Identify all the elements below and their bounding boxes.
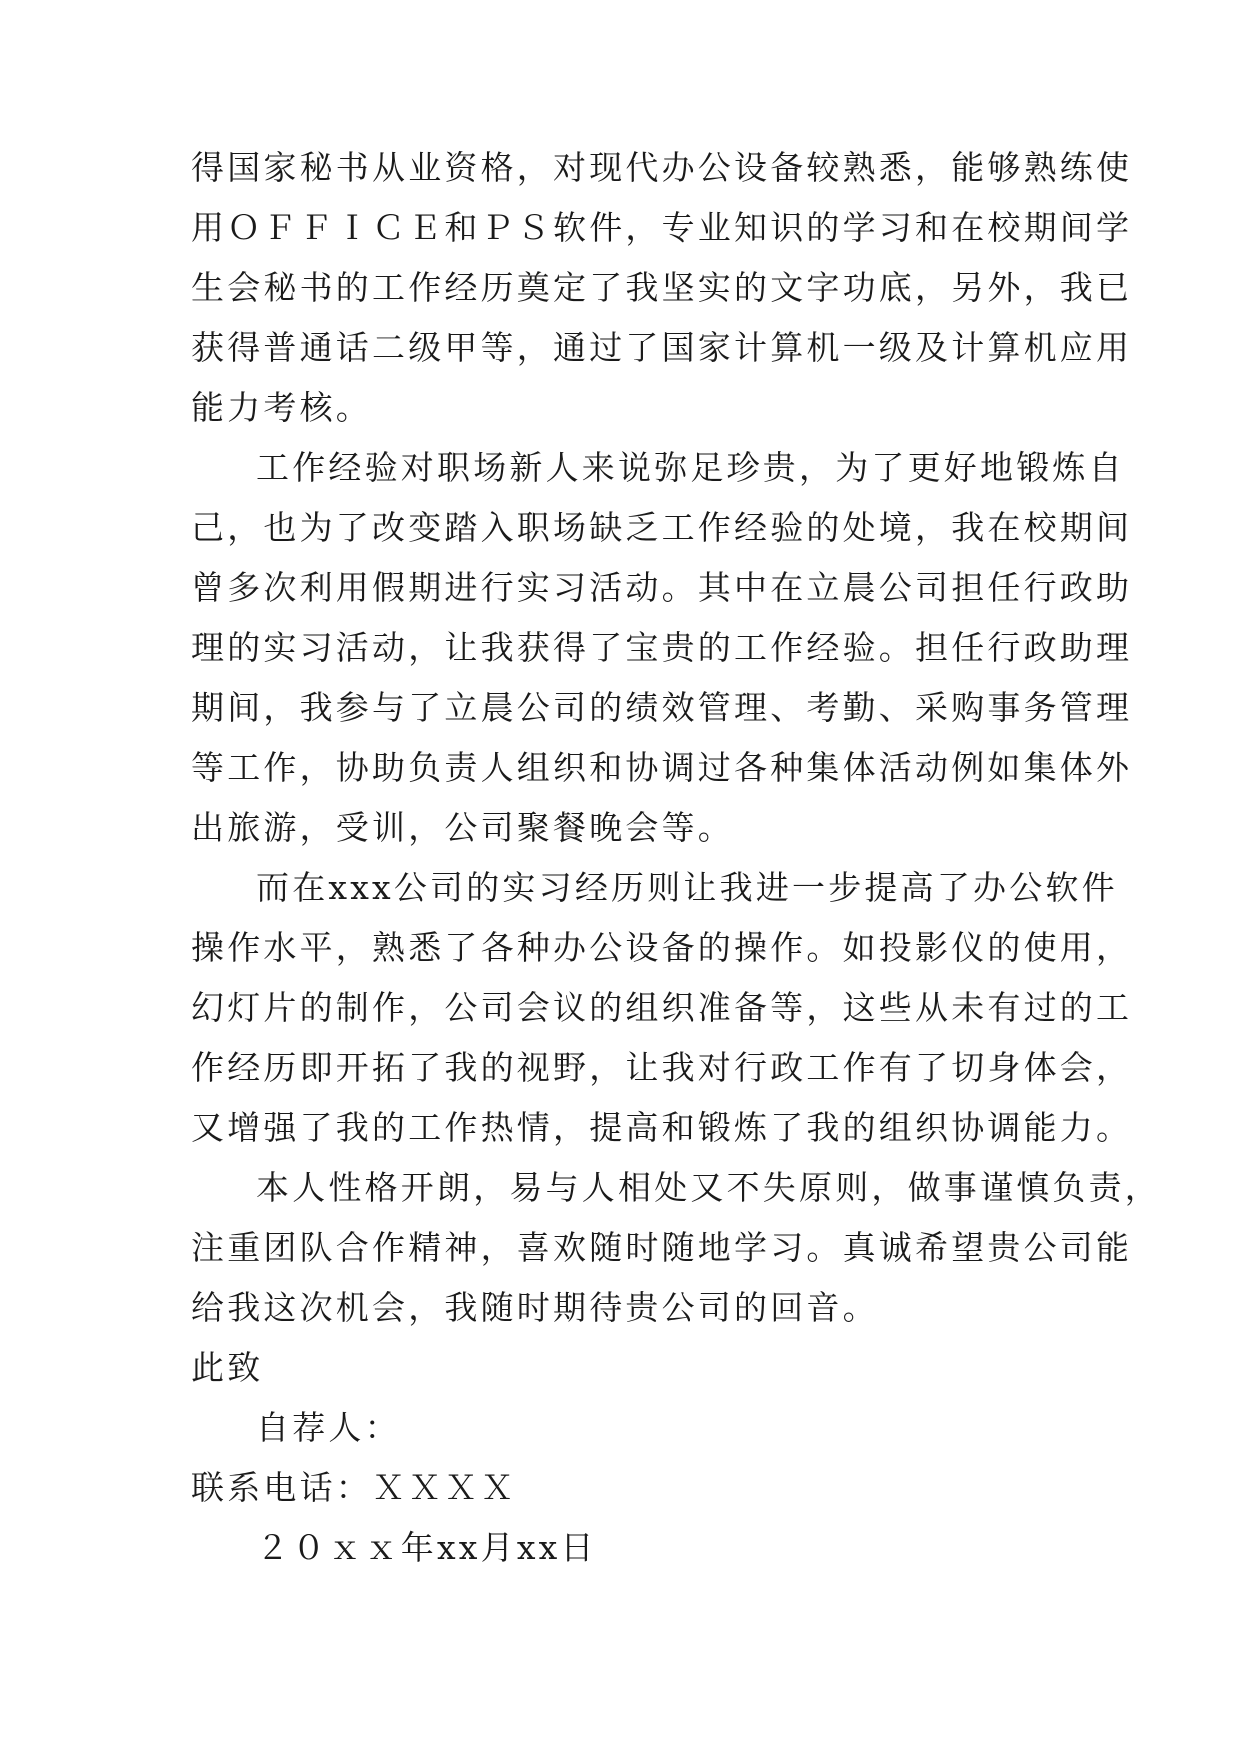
paragraph-2-line-5: 期间，我参与了立晨公司的绩效管理、考勤、采购事务管理 xyxy=(191,688,1133,727)
date-line: ２０ｘｘ年xx月xx日 xyxy=(256,1528,597,1567)
paragraph-3-line-2: 操作水平，熟悉了各种办公设备的操作。如投影仪的使用， xyxy=(191,928,1133,967)
paragraph-1-line-2: 用ＯＦＦＩＣＥ和ＰＳ软件，专业知识的学习和在校期间学 xyxy=(191,208,1133,247)
signature-label: 自荐人： xyxy=(256,1408,401,1447)
paragraph-3-line-5: 又增强了我的工作热情，提高和锻炼了我的组织协调能力。 xyxy=(191,1108,1133,1147)
paragraph-1-line-4: 获得普通话二级甲等，通过了国家计算机一级及计算机应用 xyxy=(191,328,1133,367)
paragraph-1-line-3: 生会秘书的工作经历奠定了我坚实的文字功底，另外，我已 xyxy=(191,268,1133,307)
paragraph-2-line-3: 曾多次利用假期进行实习活动。其中在立晨公司担任行政助 xyxy=(191,568,1133,607)
closing-salutation: 此致 xyxy=(191,1348,264,1387)
paragraph-1-line-1: 得国家秘书从业资格，对现代办公设备较熟悉，能够熟练使 xyxy=(191,148,1133,187)
paragraph-4-line-1: 本人性格开朗，易与人相处又不失原则，做事谨慎负责， xyxy=(256,1168,1161,1207)
paragraph-4-line-3: 给我这次机会，我随时期待贵公司的回音。 xyxy=(191,1288,879,1327)
paragraph-2-line-6: 等工作，协助负责人组织和协调过各种集体活动例如集体外 xyxy=(191,748,1133,787)
paragraph-3-line-4: 作经历即开拓了我的视野，让我对行政工作有了切身体会， xyxy=(191,1048,1133,1087)
phone-line: 联系电话：ＸＸＸＸ xyxy=(191,1468,517,1507)
paragraph-3-line-3: 幻灯片的制作，公司会议的组织准备等，这些从未有过的工 xyxy=(191,988,1133,1027)
paragraph-2-line-7: 出旅游，受训，公司聚餐晚会等。 xyxy=(191,808,734,847)
paragraph-2-line-1: 工作经验对职场新人来说弥足珍贵，为了更好地锻炼自 xyxy=(256,448,1125,487)
paragraph-4-line-2: 注重团队合作精神，喜欢随时随地学习。真诚希望贵公司能 xyxy=(191,1228,1133,1267)
paragraph-3-line-1: 而在xxx公司的实习经历则让我进一步提高了办公软件 xyxy=(256,868,1118,907)
paragraph-2-line-2: 己，也为了改变踏入职场缺乏工作经验的处境，我在校期间 xyxy=(191,508,1133,547)
paragraph-1-line-5: 能力考核。 xyxy=(191,388,372,427)
paragraph-2-line-4: 理的实习活动，让我获得了宝贵的工作经验。担任行政助理 xyxy=(191,628,1133,667)
